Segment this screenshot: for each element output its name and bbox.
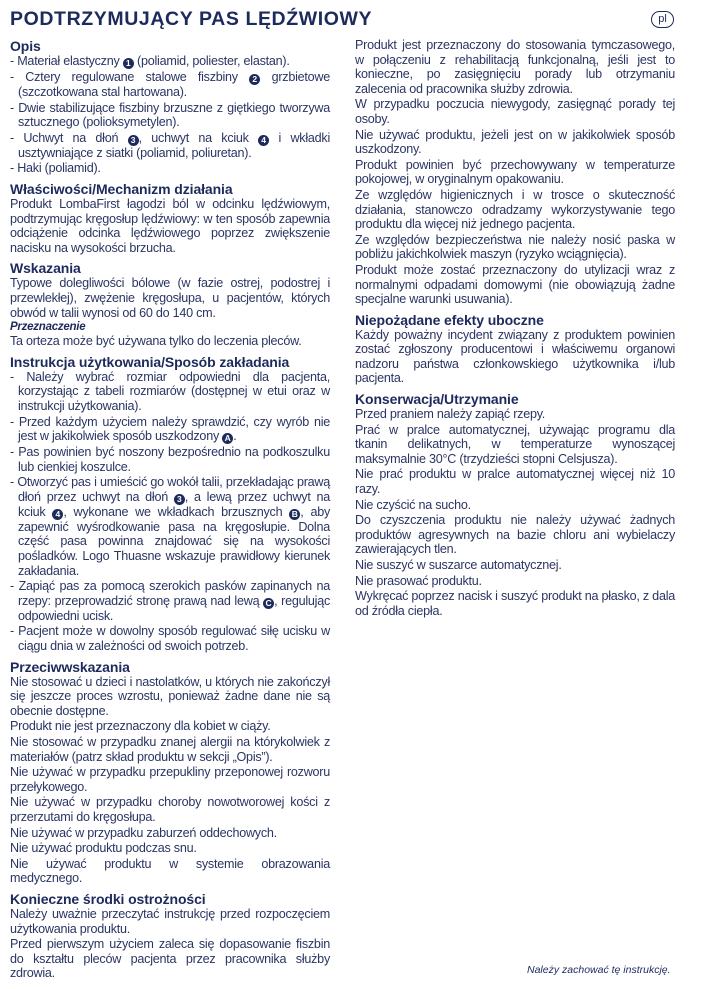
text: (poliamid, poliester, elastan).	[133, 54, 290, 68]
text: - Uchwyt na dłoń	[10, 130, 128, 145]
section-heading: Właściwości/Mechanizm działania	[10, 180, 233, 197]
text: - Cztery regulowane stalowe fiszbiny	[10, 70, 250, 84]
marker-3-icon: 3	[174, 494, 185, 505]
marker-4-icon: 4	[258, 135, 269, 146]
footer-note: Należy zachować tę instrukcję.	[527, 964, 671, 976]
text: Produkt jest przeznaczony do stosowania tymczasowego, w połączeniu z rehabilitacją funkcjonalną, jeśli jest to konieczne, po zasięgnięciu porady lub otrzymaniu zalecenia od pracownika służby zdrowia.	[355, 38, 675, 96]
text: Nie czyścić na sucho.	[355, 497, 471, 512]
paragraph	[355, 407, 675, 422]
marker-2-icon: 2	[249, 74, 260, 85]
text: Należy uważnie przeczytać instrukcję przed rozpoczęciem użytkowania produktu.	[10, 906, 330, 936]
text: grzbietowe (szczotkowana stal hartowana).	[18, 70, 331, 99]
paragraph	[10, 276, 330, 320]
text: Przed pierwszym użyciem zaleca się dopasowanie fiszbin do kształtu pleców pacjenta przez pracownika służby zdrowia.	[10, 937, 330, 981]
text: Typowe dolegliwości bólowe (w fazie ostrej, podostrej i przewlekłej), zwężenie kręgosłupa, u pacjentów, których obwód w talii wynosi od 60 do 140 cm.	[10, 276, 330, 320]
subheading	[10, 321, 330, 334]
list-item	[10, 101, 330, 130]
section-heading: Niepożądane efekty uboczne	[355, 311, 544, 328]
text: Nie prasować produktu.	[355, 573, 482, 588]
text: Ze względów higienicznych i w trosce o skuteczność działania, stanowczo odradzamy wykorzystywanie tego produktu dla więcej niż jednego pacjenta.	[355, 187, 675, 232]
text: Nie stosować w przypadku znanej alergii na którykolwiek z materiałów (patrz skład produktu w sekcji „Opis”).	[10, 735, 330, 764]
text: Do czyszczenia produktu nie należy używać żadnych produktów agresywnych na bazie chloru ani wybielaczy zawierających tlen.	[355, 513, 675, 557]
paragraph	[10, 197, 330, 255]
paragraph	[355, 188, 675, 232]
list-item	[10, 475, 330, 578]
paragraph	[355, 498, 675, 513]
list-item	[10, 415, 330, 445]
paragraph	[355, 97, 675, 126]
paragraph	[355, 328, 675, 386]
document-title: PODTRZYMUJĄCY PAS LĘDŹWIOWY	[10, 8, 373, 30]
section-heading: Opis	[10, 38, 41, 54]
text: Produkt powinien być przechowywany w temperaturze pokojowej, w oryginalnym opakowaniu.	[355, 157, 675, 187]
text: Nie używać produktu podczas snu.	[10, 841, 197, 856]
paragraph	[355, 263, 675, 307]
paragraph	[10, 857, 330, 886]
paragraph	[355, 467, 675, 496]
text: i wkładki usztywniające z siatki (poliamid, poliuretan).	[18, 130, 331, 160]
section-heading: Konserwacja/Utrzymanie	[355, 391, 519, 408]
paragraph	[355, 423, 675, 467]
text: - Zapiąć pas za pomocą szerokich pasków zapinanych na rzepy: przeprowadzić stronę prawą nad lewą	[10, 579, 330, 608]
list-item	[10, 445, 330, 474]
paragraph	[10, 795, 330, 824]
text: - Otworzyć pas i umieścić go wokół talii, przekładając prawą dłoń przez uchwyt na dłoń	[10, 475, 330, 504]
text: Każdy poważny incydent związany z produktem powinien zostać zgłoszony producentowi i właściwemu organowi nadzoru państwa członkowskiego użytkownika i/lub pacjenta.	[355, 327, 675, 386]
text: , aby zapewnić wyśrodkowanie pasa na kręgosłupie. Dolna część pasa powinna znajdować się na wysokości pośladków. Logo Thuasne wskazuje prawidłowy kierunek zakładania.	[18, 504, 331, 578]
section-heading: Wskazania	[10, 260, 81, 277]
text: , regulując odpowiedni ucisk.	[18, 593, 331, 623]
paragraph	[10, 937, 330, 981]
list-item	[10, 624, 330, 653]
paragraph	[355, 128, 675, 157]
list-item	[10, 131, 330, 161]
text: Przeznaczenie	[10, 321, 86, 334]
list-item	[10, 161, 330, 176]
paragraph	[10, 719, 330, 734]
marker-C-icon: C	[263, 598, 274, 609]
section-heading: Konieczne środki ostrożności	[10, 890, 206, 907]
marker-3-icon: 3	[128, 135, 139, 146]
paragraph	[10, 735, 330, 764]
section	[10, 38, 330, 176]
section	[355, 38, 675, 307]
paragraph	[355, 38, 675, 96]
text: - Dwie stabilizujące fiszbiny brzuszne z giętkiego tworzywa sztucznego (polioksymetylen).	[10, 100, 330, 130]
list-item	[10, 70, 330, 100]
right-column	[355, 38, 675, 623]
paragraph	[10, 334, 330, 349]
text: .	[233, 429, 237, 444]
section	[10, 659, 330, 886]
text: - Należy wybrać rozmiar odpowiedni dla pacjenta, korzystając z tabeli rozmiarów (dostępnej w etui oraz w instrukcji użytkowania).	[10, 369, 330, 413]
text: W przypadku poczucia niewygody, zasięgnąć porady tej osoby.	[355, 97, 675, 126]
left-column	[10, 38, 330, 986]
section	[355, 312, 675, 386]
language-badge: pl	[651, 11, 674, 28]
text: Nie suszyć w suszarce automatycznej.	[355, 558, 562, 572]
text: Nie używać w przypadku zaburzeń oddechowych.	[10, 825, 277, 840]
paragraph	[355, 558, 675, 573]
text: Ta orteza może być używana tylko do leczenia pleców.	[10, 334, 302, 349]
section	[355, 391, 675, 618]
text: - Materiał elastyczny	[10, 54, 123, 68]
list-item	[10, 54, 330, 69]
list-item	[10, 370, 330, 414]
paragraph	[10, 675, 330, 719]
paragraph	[355, 589, 675, 618]
paragraph	[10, 765, 330, 794]
text: , wykonane we wkładkach brzusznych	[63, 504, 290, 519]
section	[10, 181, 330, 255]
section	[10, 354, 330, 654]
text: - Pacjent może w dowolny sposób regulować siłę ucisku w ciągu dnia w zależności od swoich potrzeb.	[10, 624, 330, 654]
paragraph	[355, 158, 675, 187]
text: - Haki (poliamid).	[10, 161, 101, 176]
list-item	[10, 579, 330, 623]
marker-A-icon: A	[222, 433, 233, 444]
section-heading: Przeciwwskazania	[10, 658, 130, 675]
text: Ze względów bezpieczeństwa nie należy nosić paska w pobliżu jakichkolwiek maszyn (ryzyko wciągnięcia).	[355, 232, 675, 262]
paragraph	[10, 907, 330, 936]
paragraph	[10, 841, 330, 856]
paragraph	[355, 513, 675, 557]
text: Nie używać produktu, jeżeli jest on w jakikolwiek sposób uszkodzony.	[355, 127, 675, 157]
text: Produkt może zostać przeznaczony do utylizacji wraz z normalnymi odpadami domowymi (nie obowiązują żadne specjalne warunki usuwania).	[355, 262, 675, 307]
text: Nie używać w przypadku przepukliny przeponowej rozworu przełykowego.	[10, 765, 330, 794]
marker-B-icon: B	[289, 509, 300, 520]
marker-4-icon: 4	[52, 509, 63, 520]
paragraph	[355, 574, 675, 589]
marker-1-icon: 1	[123, 58, 134, 69]
paragraph	[10, 826, 330, 841]
text: Nie stosować u dzieci i nastolatków, u których nie zakończył się jeszcze proces wzrostu, ponieważ żadne dane nie są obecnie dostępne.	[10, 674, 330, 718]
text: Wykręcać poprzez nacisk i suszyć produkt na płasko, z dala od źródła ciepła.	[355, 589, 675, 618]
paragraph	[355, 233, 675, 262]
section	[10, 260, 330, 348]
text: , uchwyt na kciuk	[138, 130, 259, 145]
text: Nie używać produktu w systemie obrazowania medycznego.	[10, 856, 330, 886]
text: Nie używać w przypadku choroby nowotworowej kości z przerzutami do kręgosłupa.	[10, 795, 330, 824]
text: Produkt nie jest przeznaczony dla kobiet w ciąży.	[10, 719, 271, 734]
section-heading: Instrukcja użytkowania/Sposób zakładania	[10, 353, 290, 370]
text: Nie prać produktu w pralce automatycznej więcej niż 10 razy.	[355, 467, 675, 497]
text: , a lewą przez uchwyt na kciuk	[18, 489, 330, 519]
text: Przed praniem należy zapiąć rzepy.	[355, 407, 546, 422]
text: Prać w pralce automatycznej, używając programu dla tkanin delikatnych, w temperaturze wynoszącej maksymalnie 30°C (trzydzieści stopni Celsjusza).	[355, 422, 675, 466]
text: - Przed każdym użyciem należy sprawdzić, czy wyrób nie jest w jakikolwiek sposób uszkodzony	[10, 414, 330, 444]
text: - Pas powinien być noszony bezpośrednio na podkoszulku lub cienkiej koszulce.	[10, 445, 330, 474]
text: Produkt LombaFirst łagodzi ból w odcinku lędźwiowym, podtrzymując kręgosłup lędźwiowy: w ten sposób zapewnia odciążenie odcinka lędźwiowego poprzez zwiększenie nacisku na wysokości brzucha.	[10, 196, 330, 255]
section	[10, 891, 330, 981]
